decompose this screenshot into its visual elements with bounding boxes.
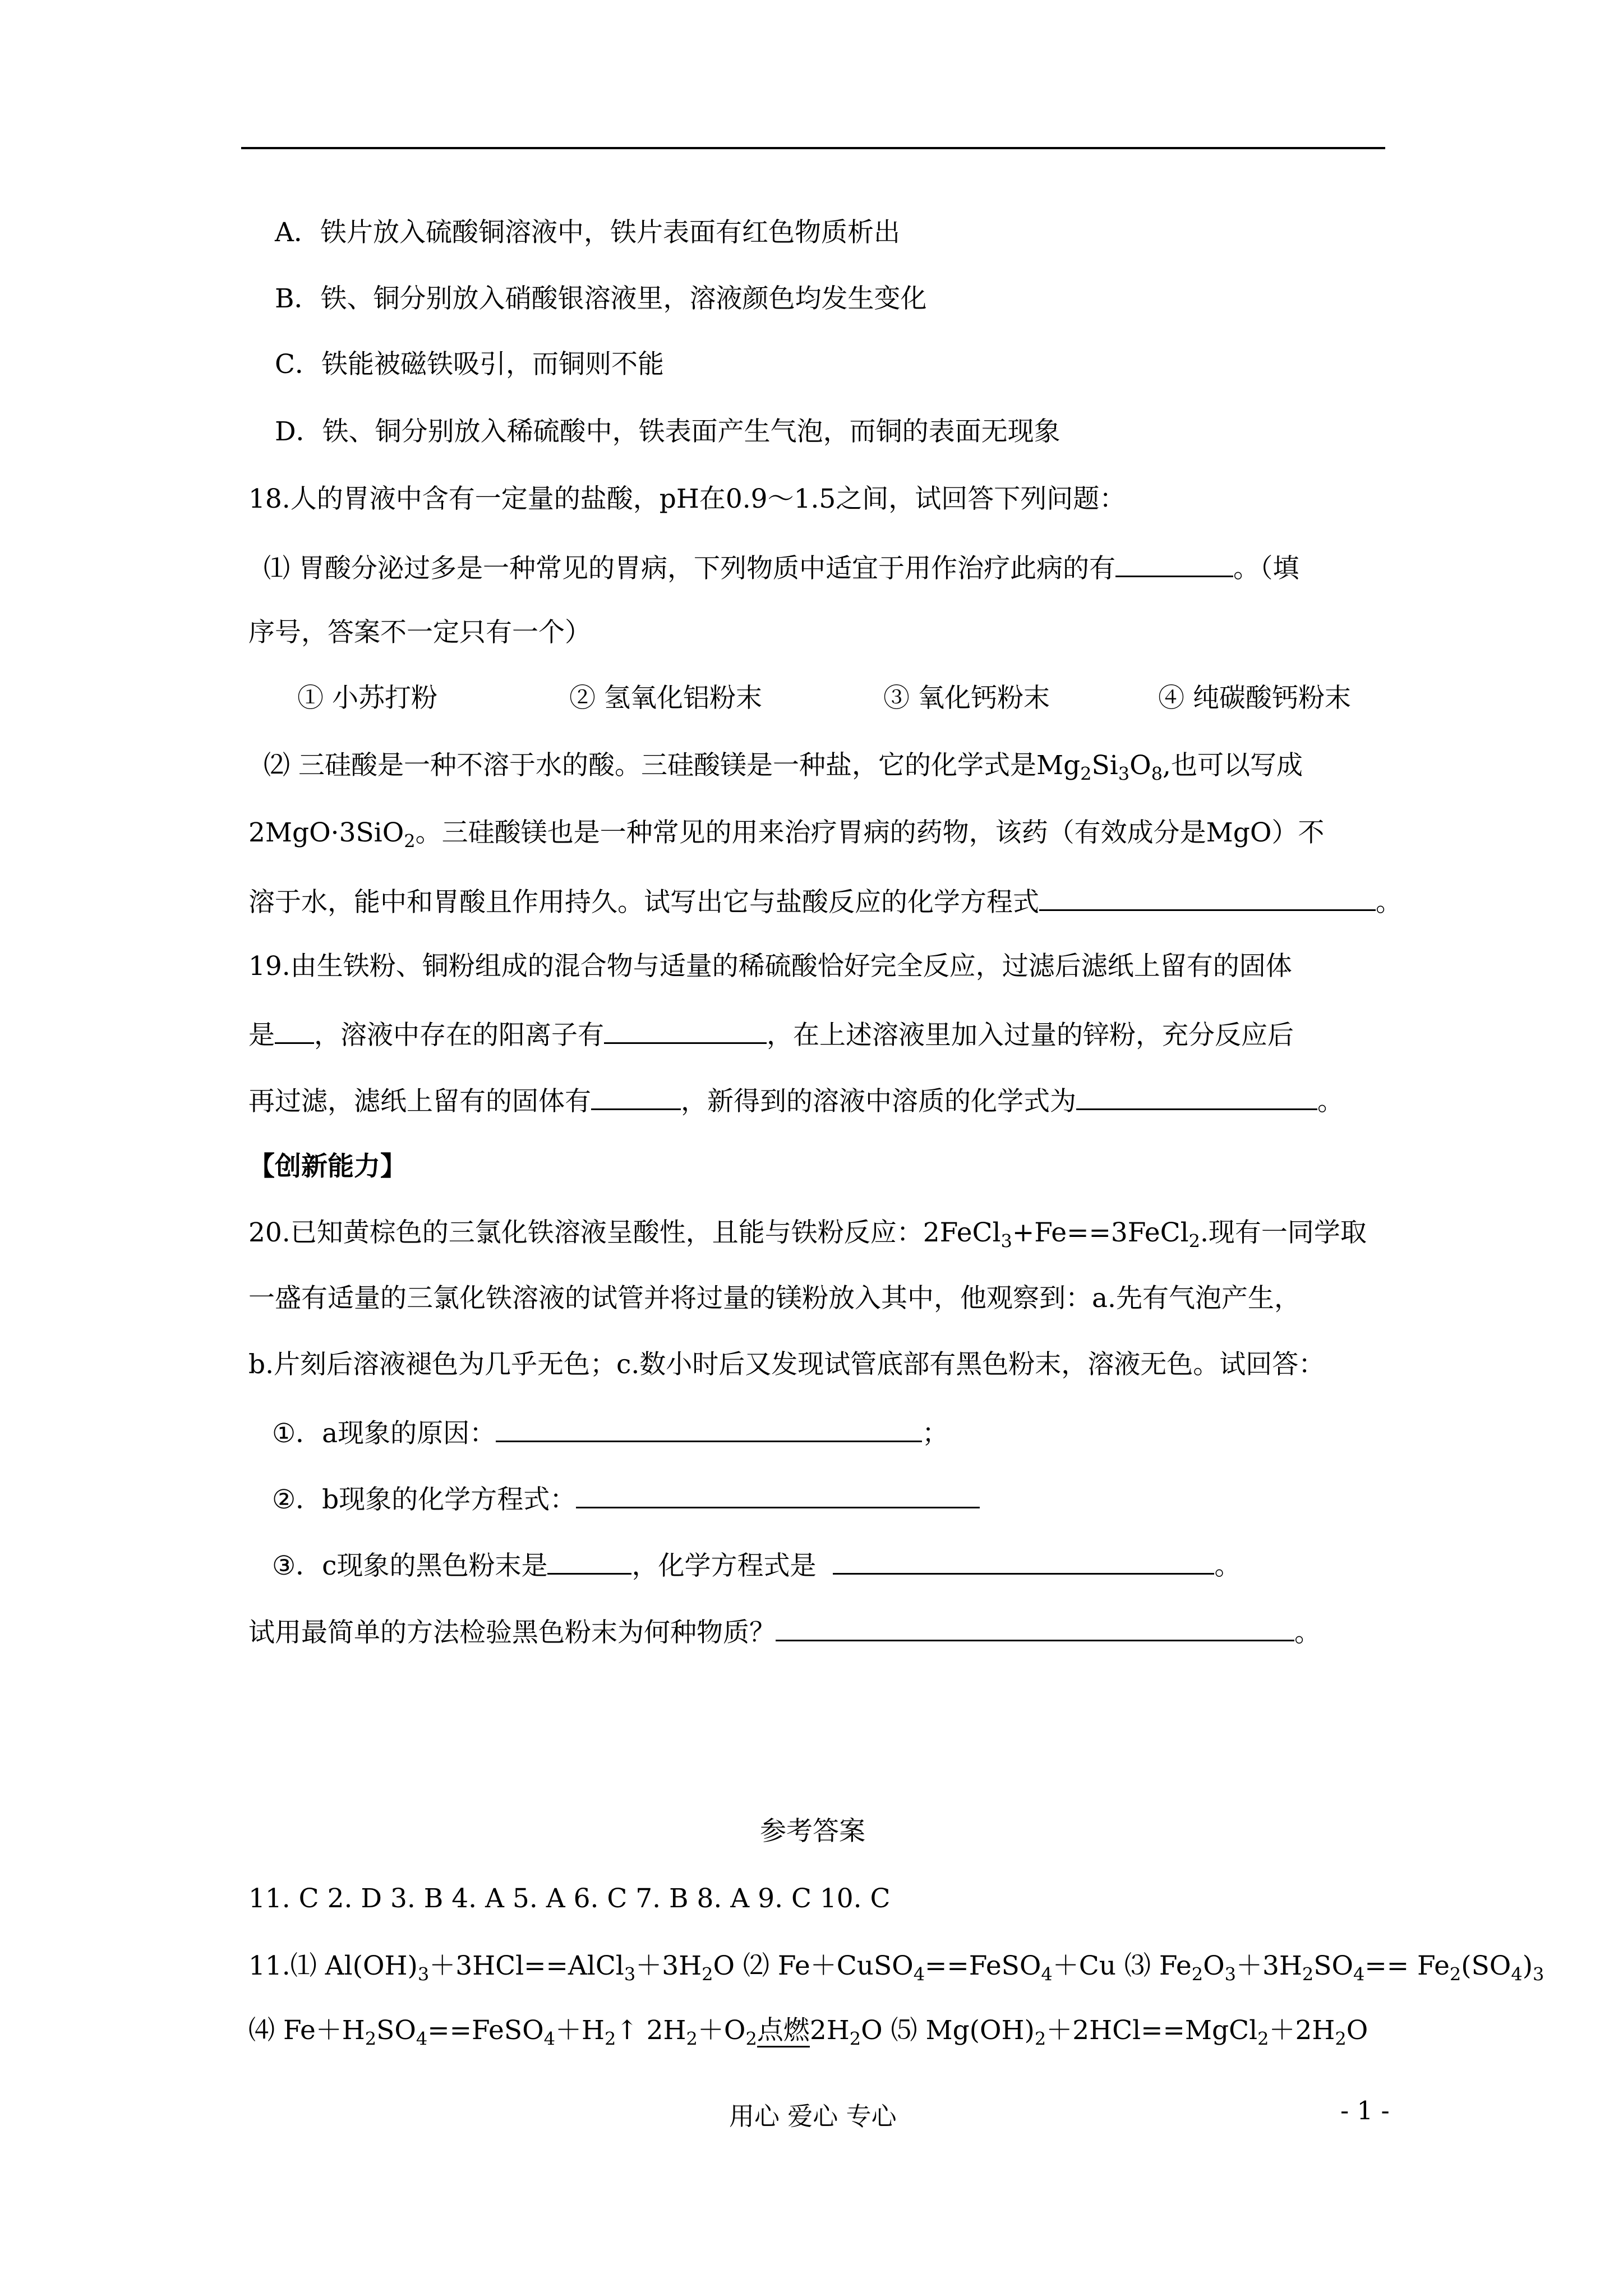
q20-sub2: ②．b现象的化学方程式： (272, 1481, 980, 1517)
footer-motto: 用心 爱心 专心 (729, 2101, 897, 2131)
answers-equations-line2: ⑷ $Fe+H_2SO_4==FeSO_4+H_2↑$ $2H_2+O_2$点燃$2H_2O$ ⑸ $Mg(OH)_2+2HCl==MgCl_2+2H_2O$ (248, 2015, 1368, 2050)
answer-blank (275, 1016, 314, 1044)
q18-option-1: ① 小苏打粉 (297, 683, 437, 714)
q18-part2-line3: 溶于水，能中和胃酸且作用持久。试写出它与盐酸反应的化学方程式 。 (248, 884, 1402, 919)
answers-multiple-choice: 11. C 2. D 3. B 4. A 5. A 6. C 7. B 8. A 9. C 10. C (248, 1883, 891, 1914)
q20-line3: b.片刻后溶液褪色为几乎无色；c.数小时后又发现试管底部有黑色粉末，溶液无色。试回答： (248, 1349, 1325, 1380)
q19-line3: 再过滤，滤纸上留有的固体有 ，新得到的溶液中溶质的化学式为 。 (248, 1083, 1344, 1119)
answer-blank (576, 1481, 980, 1508)
answer-blank (591, 1083, 681, 1110)
q18-stem: 18.人的胃液中含有一定量的盐酸，pH在0.9～1.5之间，试回答下列问题： (248, 484, 1126, 514)
q18-option-3: ③ 氧化钙粉末 (883, 683, 1050, 714)
option-b: B．铁、铜分别放入硝酸银溶液里，溶液颜色均发生变化 (275, 283, 927, 314)
q18-part1: ⑴ 胃酸分泌过多是一种常见的胃病，下列物质中适宜于用作治疗此病的有 。（填 (264, 550, 1299, 586)
option-c: C．铁能被磁铁吸引，而铜则不能 (275, 349, 664, 380)
q18-part1-cont: 序号，答案不一定只有一个） (248, 617, 591, 648)
answer-blank (1039, 884, 1376, 911)
q20-line2: 一盛有适量的三氯化铁溶液的试管并将过量的镁粉放入其中，他观察到：a.先有气泡产生， (248, 1283, 1301, 1314)
page-number: - 1 - (1340, 2096, 1390, 2125)
answers-title: 参考答案 (760, 1816, 865, 1847)
answer-blank (496, 1415, 922, 1442)
option-a: A．铁片放入硫酸铜溶液中，铁片表面有红色物质析出 (275, 217, 900, 248)
ignition-condition: 点燃 (757, 2015, 810, 2047)
q20-sub4: 试用最简单的方法检验黑色粉末为何种物质？ 。 (248, 1614, 1321, 1650)
q18-part2: ⑵ 三硅酸是一种不溶于水的酸。三硅酸镁是一种盐，它的化学式是$Mg_2Si_3O_8$,也可以写成 (264, 750, 1303, 785)
answer-blank (1115, 550, 1233, 577)
q18-option-4: ④ 纯碳酸钙粉末 (1158, 683, 1351, 714)
answer-blank (776, 1614, 1294, 1641)
answer-blank (833, 1547, 1214, 1575)
header-rule (241, 147, 1385, 149)
q20-sub3: ③．c现象的黑色粉末是 ，化学方程式是 。 (272, 1547, 1241, 1583)
answer-blank (547, 1547, 631, 1575)
q20-sub1: ①．a现象的原因： ； (272, 1415, 948, 1451)
q19-line2: 是 ，溶液中存在的阳离子有 ，在上述溶液里加入过量的锌粉，充分反应后 (248, 1016, 1294, 1052)
section-heading: 【创新能力】 (248, 1151, 407, 1182)
q20-line1: 20.已知黄棕色的三氯化铁溶液呈酸性，且能与铁粉反应：2FeCl$_3$+Fe==3FeCl$_2$.现有一同学取 (248, 1217, 1367, 1252)
answer-blank (1076, 1083, 1317, 1110)
option-d: D．铁、铜分别放入稀硫酸中，铁表面产生气泡，而铜的表面无现象 (275, 416, 1061, 447)
q18-part2-line2: 2MgO·3SiO$_2$。三硅酸镁也是一种常见的用来治疗胃病的药物，该药（有效成分是MgO）不 (248, 817, 1325, 852)
answer-blank (604, 1016, 767, 1044)
q19-line1: 19.由生铁粉、铜粉组成的混合物与适量的稀硫酸恰好完全反应，过滤后滤纸上留有的固体 (248, 951, 1292, 982)
q18-option-2: ② 氢氧化铝粉末 (569, 683, 762, 714)
answers-equations-line1: 11.⑴ $Al(OH)_3+3HCl==AlCl_3+3H_2O$ ⑵ Fe＋CuSO$_4$==FeSO$_4$＋Cu ⑶ $Fe_2O_3+3H_2SO_4== Fe_2(SO_4)_3$ (248, 1950, 1544, 1985)
